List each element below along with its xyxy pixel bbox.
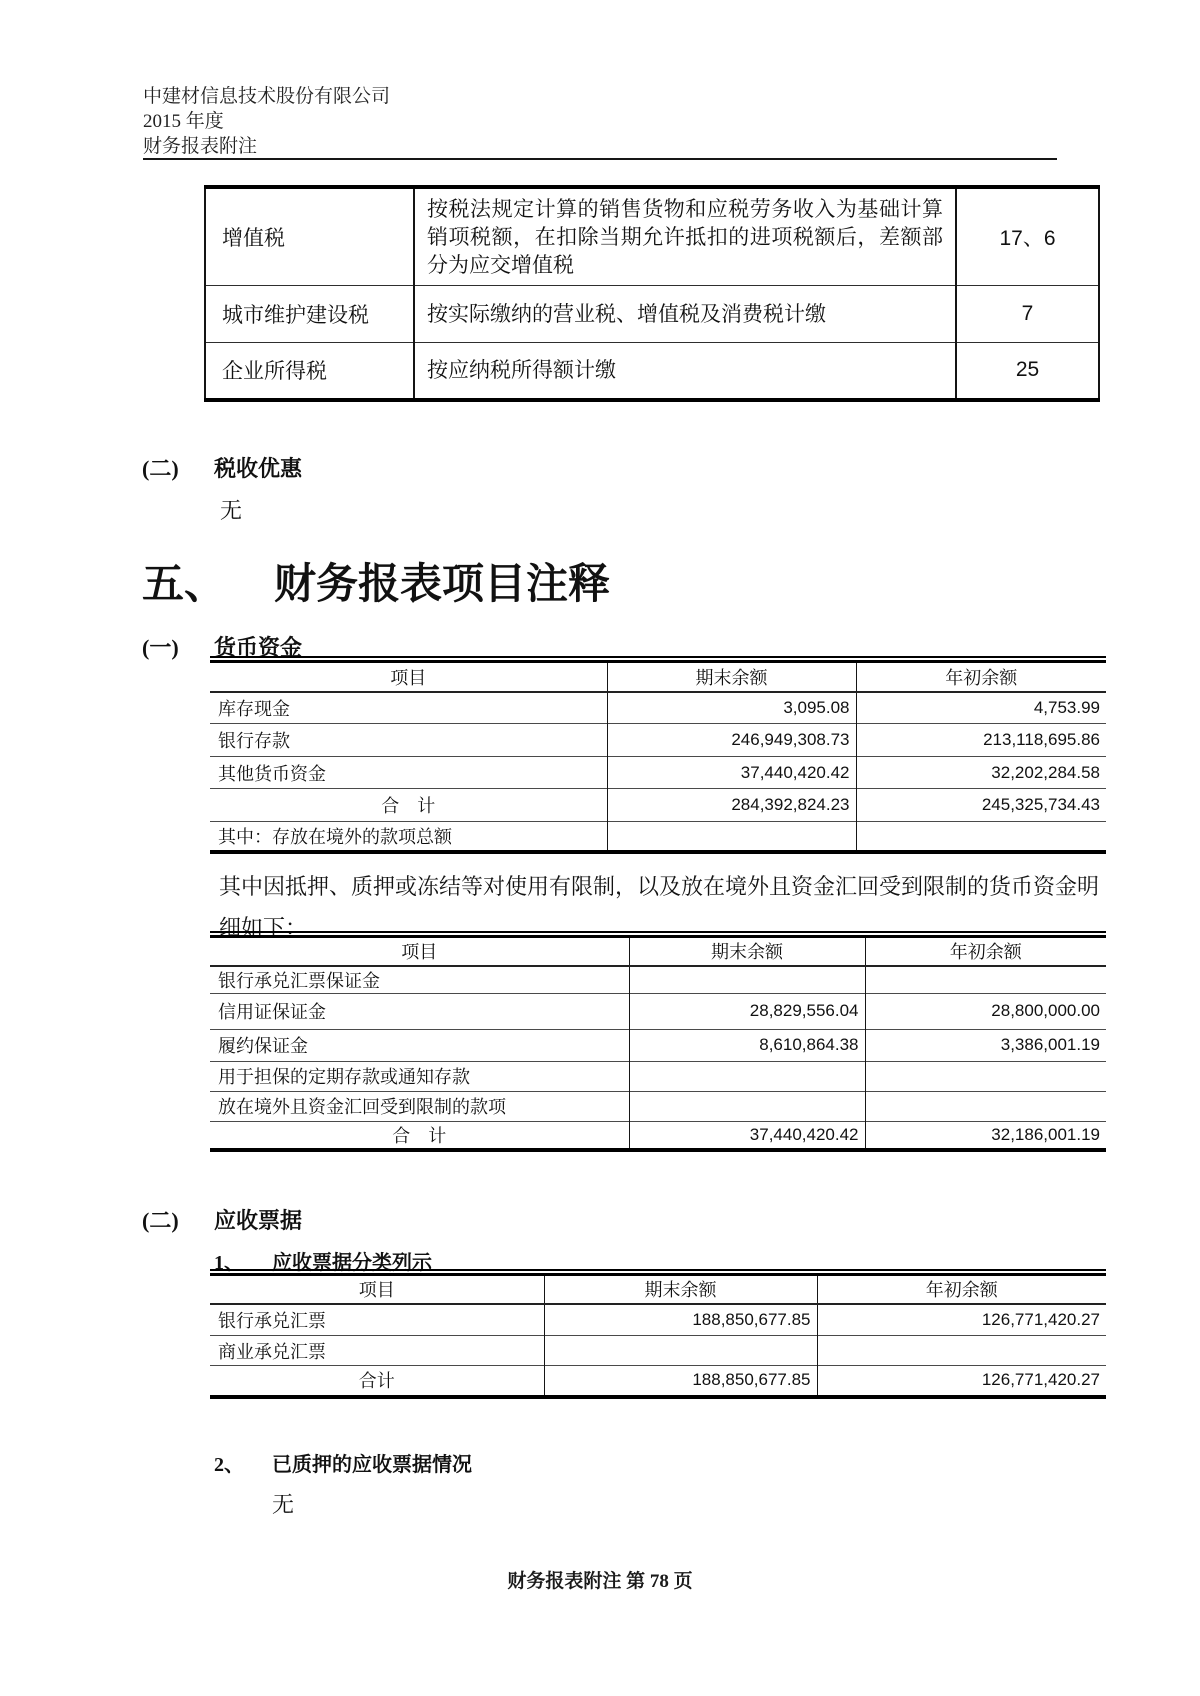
total-label-cell: 合 计 [210,1121,629,1150]
header-opening-balance: 年初余额 [817,1275,1106,1304]
opening-cell: 32,202,284.58 [856,757,1106,789]
table-row [210,1304,1106,1336]
closing-cell: 37,440,420.42 [629,1121,865,1150]
item-cell: 放在境外且资金汇回受到限制的款项 [210,1091,629,1121]
item-cell: 其他货币资金 [210,757,607,789]
header-closing-balance: 期末余额 [607,662,856,692]
tax-row [205,187,1099,286]
table-row [210,692,1106,724]
restricted-funds-table-wrap [210,931,1106,1152]
fiscal-year: 2015 年度 [143,111,224,132]
closing-cell [629,1091,865,1121]
opening-cell: 245,325,734.43 [856,789,1106,822]
section-tax-incentive-heading [142,452,302,483]
table-row [210,757,1106,789]
subsection-number: 1、 [214,1252,244,1274]
header-item: 项目 [210,1275,544,1304]
table-row [210,993,1106,1029]
opening-cell [865,1091,1106,1121]
table-row [210,822,1106,852]
opening-cell: 32,186,001.19 [865,1121,1106,1150]
table-total-row [210,1366,1106,1397]
tax-name-cell: 企业所得税 [205,343,414,400]
restriction-note-line: 细如下： [219,915,308,940]
pledged-notes-heading [214,1448,472,1477]
table-header-row [210,662,1106,692]
opening-cell: 126,771,420.27 [817,1304,1106,1336]
restricted-funds-table [210,935,1106,1152]
pledged-notes-content: 无 [272,1492,295,1517]
section-label: (一) [142,635,179,660]
closing-cell: 3,095.08 [607,692,856,724]
table-row [210,1336,1106,1366]
section-title: 应收票据 [214,1208,303,1233]
tax-rate-cell: 25 [956,343,1099,400]
opening-cell: 28,800,000.00 [865,993,1106,1029]
header-closing-balance: 期末余额 [629,937,865,966]
table-row [210,966,1106,994]
table-row [210,1061,1106,1091]
tax-name-cell: 增值税 [222,226,285,250]
notes-receivable-table-wrap [210,1269,1106,1399]
opening-cell: 126,771,420.27 [817,1366,1106,1397]
table-row [210,1091,1106,1121]
notes-receivable-table [210,1273,1106,1399]
subsection-number: 2、 [214,1454,244,1476]
item-cell: 银行承兑汇票 [210,1304,544,1336]
table-row [210,1029,1106,1061]
item-cell: 商业承兑汇票 [210,1336,544,1366]
item-cell: 信用证保证金 [210,993,629,1029]
closing-cell: 246,949,308.73 [607,724,856,757]
table-total-row [210,789,1106,822]
tax-row [205,343,1099,400]
item-cell: 银行承兑汇票保证金 [210,966,629,994]
restriction-note-line: 其中因抵押、质押或冻结等对使用有限制，以及放在境外且资金汇回受到限制的货币资金明 [219,874,1100,899]
opening-cell: 3,386,001.19 [865,1029,1106,1061]
tax-rate-cell: 7 [956,286,1099,343]
tax-basis-cell: 按应纳税所得额计缴 [414,343,956,400]
section-title: 货币资金 [214,635,303,660]
subsection-title: 应收票据分类列示 [272,1252,432,1274]
monetary-funds-table-wrap [210,656,1106,854]
section-notes-heading [142,551,610,611]
closing-cell: 188,850,677.85 [544,1304,817,1336]
table-row [210,724,1106,757]
closing-cell: 28,829,556.04 [629,993,865,1029]
item-cell: 其中：存放在境外的款项总额 [210,822,607,852]
header-opening-balance: 年初余额 [865,937,1106,966]
document-type: 财务报表附注 [143,136,258,157]
tax-basis-cell: 按实际缴纳的营业税、增值税及消费税计缴 [414,286,956,343]
section-title: 税收优惠 [214,456,303,481]
table-header-row [210,937,1106,966]
item-cell: 库存现金 [210,692,607,724]
closing-cell: 284,392,824.23 [607,789,856,822]
opening-cell [865,1061,1106,1091]
item-cell: 银行存款 [210,724,607,757]
section-label: (二) [142,1208,179,1233]
opening-cell [856,822,1106,852]
subsection-title: 已质押的应收票据情况 [272,1454,472,1476]
monetary-funds-table [210,660,1106,854]
opening-cell: 4,753.99 [856,692,1106,724]
section-tax-incentive-content: 无 [220,498,243,523]
tax-table [204,185,1100,402]
document-header [143,84,390,159]
opening-cell: 213,118,695.86 [856,724,1106,757]
item-cell: 用于担保的定期存款或通知存款 [210,1061,629,1091]
closing-cell [607,822,856,852]
total-label-cell: 合 计 [210,789,607,822]
table-header-row [210,1275,1106,1304]
company-name: 中建材信息技术股份有限公司 [143,86,391,107]
header-rule [143,158,1057,160]
item-cell: 履约保证金 [210,1029,629,1061]
header-item: 项目 [210,662,607,692]
header-closing-balance: 期末余额 [544,1275,817,1304]
tax-row [205,286,1099,343]
closing-cell: 37,440,420.42 [607,757,856,789]
closing-cell: 188,850,677.85 [544,1366,817,1397]
total-label-cell: 合计 [210,1366,544,1397]
subsection-notes-receivable-heading [142,1204,302,1235]
opening-cell [865,966,1106,994]
opening-cell [817,1336,1106,1366]
closing-cell [629,1061,865,1091]
header-item: 项目 [210,937,629,966]
closing-cell: 8,610,864.38 [629,1029,865,1061]
tax-rate-cell: 17、6 [956,187,1099,286]
tax-name-cell: 城市维护建设税 [205,286,414,343]
table-total-row [210,1121,1106,1150]
closing-cell [629,966,865,994]
section-label: 五、 [142,562,227,608]
closing-cell [544,1336,817,1366]
header-opening-balance: 年初余额 [856,662,1106,692]
section-label: (二) [142,456,179,481]
section-title: 财务报表项目注释 [274,562,611,608]
tax-basis-cell: 按税法规定计算的销售货物和应税劳务收入为基础计算销项税额，在扣除当期允许抵扣的进项税额后，差额部分为应交增值税 [414,187,956,286]
page-footer: 财务报表附注 第 78 页 [507,1571,693,1592]
